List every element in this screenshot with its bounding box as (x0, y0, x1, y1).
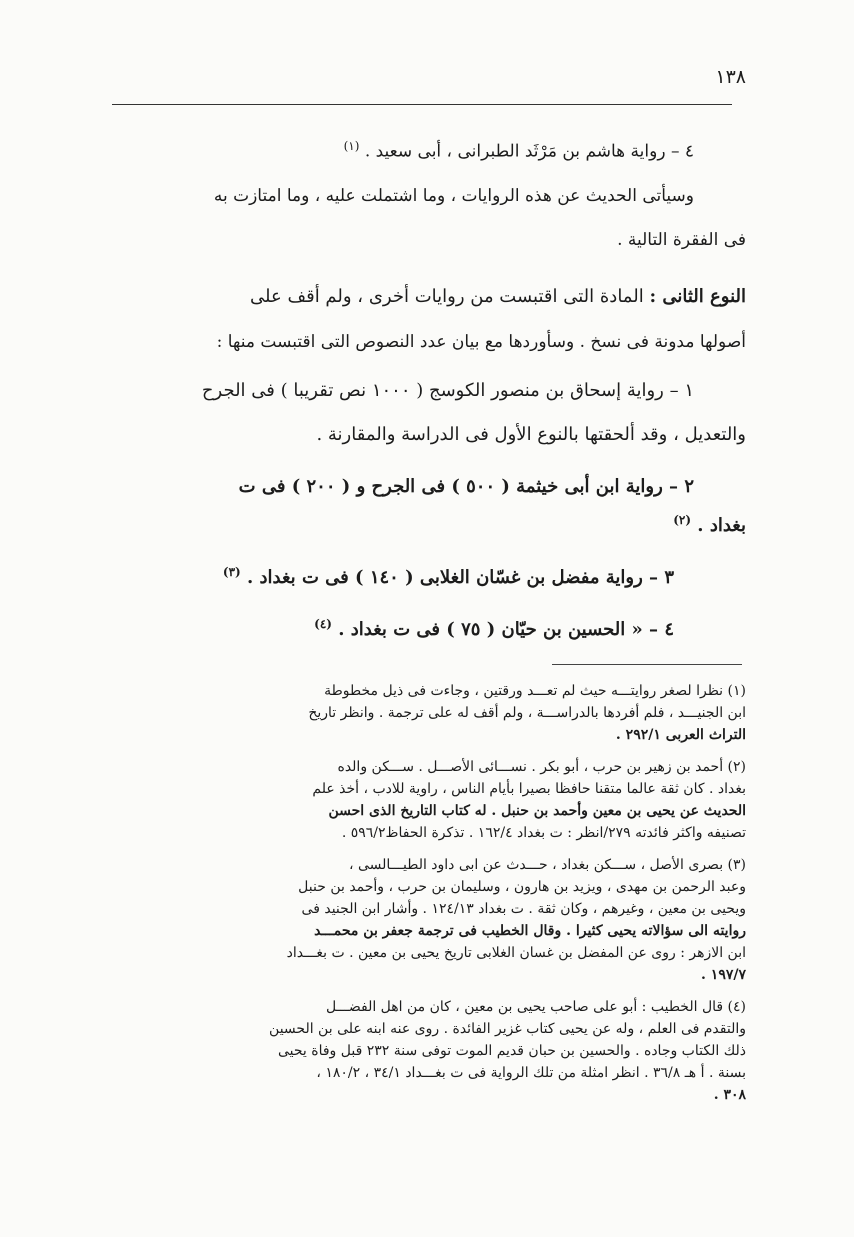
footnotes (112, 680, 746, 1106)
paragraph-line: وسيأتى الحديث عن هذه الروايات ، وما اشتملت عليه ، وما امتازت به (213, 186, 694, 206)
footnote-line: وعبد الرحمن بن مهدى ، ويزيد بن هارون ، وسليمان بن حرب ، وأحمد بن حنبل (298, 879, 746, 895)
footnote-line: ٣٠٨ . (713, 1087, 746, 1103)
narration-line-4-text: ٤ – رواية هاشم بن مَرْثَد الطبرانى ، أبى سعيد . (364, 141, 694, 162)
footnote-rule (552, 664, 742, 665)
footnote-line: ابن الازهر : روى عن المفضل بن غسان الغلابى تاريخ يحيى بن معين . ت بغـــداد (286, 945, 746, 961)
footnote-ref-3: (٣) (222, 565, 241, 579)
footnote-line: ويحيى بن معين ، وغيرهم ، وكان ثقة . ت بغداد ١٢٤/١٣ . وأشار ابن الجنيد فى (301, 901, 746, 917)
footnote-line: التراث العربى ٢٩٢/١ . (615, 727, 746, 743)
footnote-line: (١) نظرا لصغر روايتـــه حيث لم تعـــد ورقتين ، وجاءت فى ذيل مخطوطة (324, 683, 746, 699)
page-number: ١٣٨ (715, 66, 746, 88)
type2-line-text: المادة التى اقتبست من روايات أخرى ، ولم أقف على (250, 286, 644, 307)
list-item-2-text: بغداد . (697, 515, 746, 536)
footnote-ref-4: (٤) (314, 617, 332, 631)
list-item-4 (314, 618, 674, 639)
footnote-line: تصنيفه واكثر فائدته ٢٧٩/انظر : ت بغداد ١٦٢/٤ . تذكرة الحفاظ٥٩٦/٢ . (341, 825, 746, 841)
footnote-line: (٢) أحمد بن زهير بن حرب ، أبو بكر . نســـائى الأصـــل . ســـكن والده (337, 759, 746, 775)
section-heading: النوع الثانى : (649, 286, 746, 307)
list-item-1-line: ١ – رواية إسحاق بن منصور الكوسج ( ١٠٠٠ نص تقريبا ) فى الجرح (201, 380, 694, 401)
footnote-line: ابن الجنيـــد ، فلم أفردها بالدراســـة ، ولم أقف له على ترجمة . وانظر تاريخ (308, 705, 746, 721)
footnote-ref-2: (٢) (673, 513, 692, 527)
list-item-1-line: والتعديل ، وقد ألحقتها بالنوع الأول فى الدراسة والمقارنة . (316, 424, 746, 445)
paragraph-line: فى الفقرة التالية . (617, 230, 746, 250)
footnote-line: (٣) بصرى الأصل ، ســـكن بغداد ، حـــدث عن ابى داود الطيـــالسى ، (349, 857, 746, 873)
footnote-line: (٤) قال الخطيب : أبو على صاحب يحيى بن معين ، كان من اهل الفضـــل (325, 999, 746, 1015)
footnote-ref-1: (١) (343, 139, 360, 153)
type2-first-line (250, 288, 746, 306)
paragraph-line: أصولها مدونة فى نسخ . وسأوردها مع بيان عدد النصوص التى اقتبست منها : (216, 332, 746, 352)
footnote-line: ذلك الكتاب وجاده . والحسين بن حبان قديم الموت توفى سنة ٢٣٢ قبل وفاة يحيى (277, 1043, 746, 1059)
footnote-line: الحديث عن يحيى بن معين وأحمد بن حنبل . له كتاب التاريخ الذى احسن (328, 803, 746, 819)
footnote-line: بسنة . أ هـ ٣٦/٨ . انظر امثلة من تلك الرواية فى ت بغـــداد ٣٤/١ ، ١٨٠/٢ ، (316, 1065, 746, 1081)
footnote-1 (112, 680, 746, 746)
list-item-3-text: ٣ – رواية مفضل بن غسّان الغلابى ( ١٤٠ ) فى ت بغداد . (246, 567, 674, 588)
footnote-3 (112, 854, 746, 986)
footnote-line: ١٩٧/٧ . (701, 967, 746, 983)
list-item-4-text: ٤ – « الحسين بن حيّان ( ٧٥ ) فى ت بغداد . (338, 619, 674, 640)
footnote-line: روايته الى سؤالاته يحيى كثيرا . وقال الخطيب فى ترجمة جعفر بن محمـــد (314, 923, 746, 939)
header-rule (112, 104, 732, 105)
footnote-line: بغداد . كان ثقة عالما متقنا حافظا بصيرا بأيام الناس ، راوية للادب ، أخذ علم (312, 781, 746, 797)
list-item-2-line: ٢ – رواية ابن أبى خيثمة ( ٥٠٠ ) فى الجرح و ( ٢٠٠ ) فى ت (238, 476, 694, 497)
list-item-3 (223, 566, 674, 587)
footnote-line: والتقدم فى العلم ، وله عن يحيى كتاب غزير الفائدة . روى عنه ابنه على بن الحسين (269, 1021, 746, 1037)
footnote-4 (112, 996, 746, 1106)
footnote-2 (112, 756, 746, 844)
narration-line-4 (344, 140, 694, 161)
list-item-2-line2 (673, 514, 746, 535)
